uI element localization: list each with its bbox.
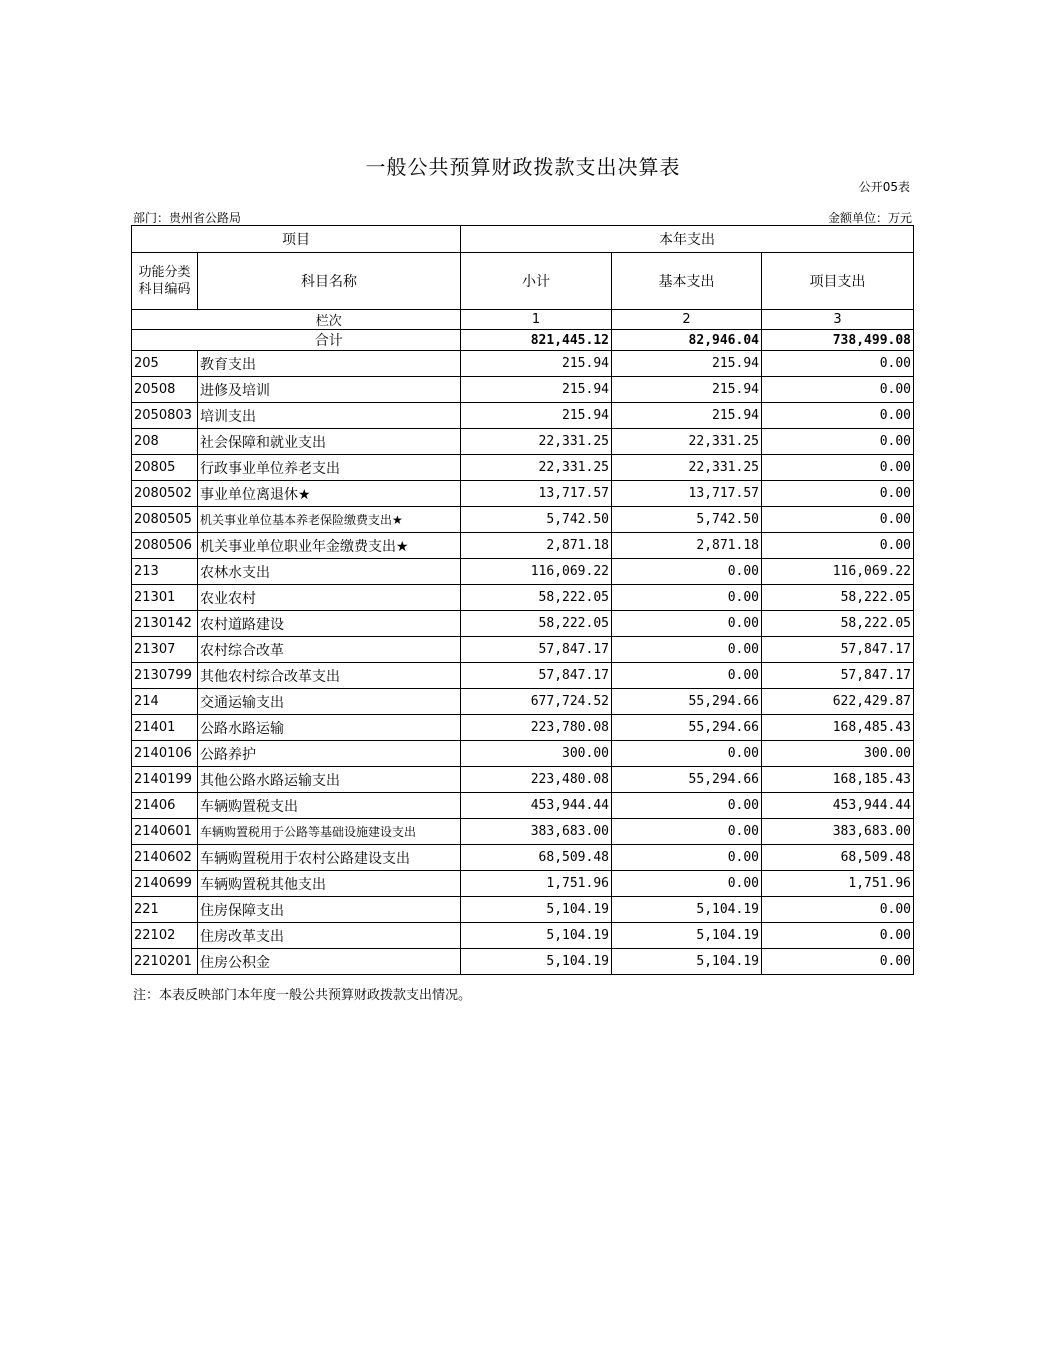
row-name: 其他公路水路运输支出 xyxy=(198,767,461,793)
table-row xyxy=(132,351,914,377)
row-basic: 0.00 xyxy=(612,793,762,819)
row-name: 车辆购置税用于公路等基础设施建设支出 xyxy=(198,819,461,845)
row-basic: 215.94 xyxy=(612,351,762,377)
row-basic: 0.00 xyxy=(612,585,762,611)
total-label: 合计 xyxy=(198,330,461,351)
table-row xyxy=(132,689,914,715)
row-basic: 5,104.19 xyxy=(612,923,762,949)
row-project: 0.00 xyxy=(762,507,914,533)
row-code: 2210201 xyxy=(132,949,198,975)
header-row-1 xyxy=(132,226,914,253)
page-title: 一般公共预算财政拨款支出决算表 xyxy=(365,155,681,179)
row-project: 1,751.96 xyxy=(762,871,914,897)
row-basic: 55,294.66 xyxy=(612,689,762,715)
row-subtotal: 1,751.96 xyxy=(461,871,612,897)
total-project: 738,499.08 xyxy=(762,330,914,351)
row-subtotal: 5,104.19 xyxy=(461,923,612,949)
row-basic: 22,331.25 xyxy=(612,455,762,481)
row-name: 车辆购置税其他支出 xyxy=(198,871,461,897)
row-basic: 55,294.66 xyxy=(612,767,762,793)
footnote: 注：本表反映部门本年度一般公共预算财政拨款支出情况。 xyxy=(133,988,472,1003)
row-project: 116,069.22 xyxy=(762,559,914,585)
table-row xyxy=(132,663,914,689)
row-code: 221 xyxy=(132,897,198,923)
row-basic: 0.00 xyxy=(612,819,762,845)
row-project: 0.00 xyxy=(762,533,914,559)
row-name: 公路养护 xyxy=(198,741,461,767)
row-code: 21406 xyxy=(132,793,198,819)
row-code: 2140199 xyxy=(132,767,198,793)
row-project: 58,222.05 xyxy=(762,585,914,611)
row-code: 21301 xyxy=(132,585,198,611)
row-code: 2140601 xyxy=(132,819,198,845)
row-basic: 215.94 xyxy=(612,377,762,403)
row-code: 208 xyxy=(132,429,198,455)
row-project: 168,485.43 xyxy=(762,715,914,741)
row-code: 2080502 xyxy=(132,481,198,507)
row-project: 0.00 xyxy=(762,897,914,923)
row-subtotal: 58,222.05 xyxy=(461,611,612,637)
row-name: 机关事业单位基本养老保险缴费支出★ xyxy=(198,507,461,533)
row-name: 农村综合改革 xyxy=(198,637,461,663)
row-name: 农业农村 xyxy=(198,585,461,611)
row-subtotal: 215.94 xyxy=(461,403,612,429)
expenditure-table xyxy=(131,225,914,975)
row-basic: 0.00 xyxy=(612,611,762,637)
row-basic: 0.00 xyxy=(612,871,762,897)
row-basic: 2,871.18 xyxy=(612,533,762,559)
row-name: 事业单位离退休★ xyxy=(198,481,461,507)
row-name: 交通运输支出 xyxy=(198,689,461,715)
row-code: 20508 xyxy=(132,377,198,403)
table-row xyxy=(132,741,914,767)
row-name: 公路水路运输 xyxy=(198,715,461,741)
row-project: 0.00 xyxy=(762,377,914,403)
row-subtotal: 2,871.18 xyxy=(461,533,612,559)
row-project: 383,683.00 xyxy=(762,819,914,845)
row-name: 其他农村综合改革支出 xyxy=(198,663,461,689)
row-basic: 5,104.19 xyxy=(612,897,762,923)
row-subtotal: 58,222.05 xyxy=(461,585,612,611)
row-code: 20805 xyxy=(132,455,198,481)
row-name: 教育支出 xyxy=(198,351,461,377)
table-row xyxy=(132,429,914,455)
item-header: 项目 xyxy=(132,226,461,253)
basic-column-header: 基本支出 xyxy=(612,253,762,310)
row-code: 205 xyxy=(132,351,198,377)
row-basic: 55,294.66 xyxy=(612,715,762,741)
row-project: 0.00 xyxy=(762,923,914,949)
column-number-1: 1 xyxy=(461,310,612,330)
row-basic: 0.00 xyxy=(612,663,762,689)
row-subtotal: 5,104.19 xyxy=(461,897,612,923)
row-name: 车辆购置税用于农村公路建设支出 xyxy=(198,845,461,871)
subtotal-column-header: 小计 xyxy=(461,253,612,310)
row-code: 213 xyxy=(132,559,198,585)
column-number-row xyxy=(132,310,914,330)
row-code: 21307 xyxy=(132,637,198,663)
row-basic: 0.00 xyxy=(612,741,762,767)
table-row xyxy=(132,845,914,871)
row-label: 栏次 xyxy=(198,310,461,330)
column-number-2: 2 xyxy=(612,310,762,330)
row-label-spacer xyxy=(132,310,198,330)
row-name: 培训支出 xyxy=(198,403,461,429)
table-row xyxy=(132,403,914,429)
row-subtotal: 223,480.08 xyxy=(461,767,612,793)
row-basic: 13,717.57 xyxy=(612,481,762,507)
row-subtotal: 453,944.44 xyxy=(461,793,612,819)
table-row xyxy=(132,923,914,949)
row-code: 2140699 xyxy=(132,871,198,897)
row-code: 2140602 xyxy=(132,845,198,871)
name-column-header: 科目名称 xyxy=(198,253,461,310)
row-subtotal: 5,104.19 xyxy=(461,949,612,975)
column-number-3: 3 xyxy=(762,310,914,330)
row-subtotal: 57,847.17 xyxy=(461,663,612,689)
table-row xyxy=(132,949,914,975)
row-code: 2050803 xyxy=(132,403,198,429)
department-label: 部门：贵州省公路局 xyxy=(133,211,242,225)
row-name: 住房保障支出 xyxy=(198,897,461,923)
table-row xyxy=(132,897,914,923)
table-row xyxy=(132,793,914,819)
code-header-line2: 科目编码 xyxy=(138,282,191,297)
row-code: 21401 xyxy=(132,715,198,741)
row-subtotal: 677,724.52 xyxy=(461,689,612,715)
table-row xyxy=(132,533,914,559)
row-basic: 0.00 xyxy=(612,845,762,871)
table-row xyxy=(132,559,914,585)
unit-label: 金额单位：万元 xyxy=(827,211,912,225)
row-name: 住房改革支出 xyxy=(198,923,461,949)
table-number: 公开05表 xyxy=(858,180,910,194)
row-subtotal: 223,780.08 xyxy=(461,715,612,741)
row-code: 22102 xyxy=(132,923,198,949)
row-subtotal: 5,742.50 xyxy=(461,507,612,533)
row-name: 农村道路建设 xyxy=(198,611,461,637)
row-code: 2080506 xyxy=(132,533,198,559)
row-project: 57,847.17 xyxy=(762,663,914,689)
row-project: 0.00 xyxy=(762,429,914,455)
row-subtotal: 68,509.48 xyxy=(461,845,612,871)
row-code: 2080505 xyxy=(132,507,198,533)
row-subtotal: 215.94 xyxy=(461,351,612,377)
row-name: 住房公积金 xyxy=(198,949,461,975)
project-column-header: 项目支出 xyxy=(762,253,914,310)
table-row xyxy=(132,767,914,793)
header-row-2 xyxy=(132,253,914,310)
code-header-line1: 功能分类 xyxy=(138,265,191,280)
table-row xyxy=(132,871,914,897)
row-project: 168,185.43 xyxy=(762,767,914,793)
row-name: 行政事业单位养老支出 xyxy=(198,455,461,481)
total-subtotal: 821,445.12 xyxy=(461,330,612,351)
table-row xyxy=(132,481,914,507)
table-row xyxy=(132,585,914,611)
table-row xyxy=(132,715,914,741)
row-subtotal: 57,847.17 xyxy=(461,637,612,663)
row-basic: 5,742.50 xyxy=(612,507,762,533)
row-subtotal: 22,331.25 xyxy=(461,455,612,481)
row-name: 社会保障和就业支出 xyxy=(198,429,461,455)
row-project: 453,944.44 xyxy=(762,793,914,819)
table-row xyxy=(132,611,914,637)
row-project: 0.00 xyxy=(762,403,914,429)
row-name: 机关事业单位职业年金缴费支出★ xyxy=(198,533,461,559)
total-basic: 82,946.04 xyxy=(612,330,762,351)
row-subtotal: 300.00 xyxy=(461,741,612,767)
row-code: 2130799 xyxy=(132,663,198,689)
row-subtotal: 13,717.57 xyxy=(461,481,612,507)
row-name: 农林水支出 xyxy=(198,559,461,585)
row-basic: 5,104.19 xyxy=(612,949,762,975)
row-basic: 0.00 xyxy=(612,559,762,585)
table-row xyxy=(132,507,914,533)
row-basic: 215.94 xyxy=(612,403,762,429)
row-subtotal: 383,683.00 xyxy=(461,819,612,845)
row-code: 2130142 xyxy=(132,611,198,637)
row-project: 0.00 xyxy=(762,949,914,975)
row-project: 58,222.05 xyxy=(762,611,914,637)
current-year-header: 本年支出 xyxy=(461,226,914,253)
row-project: 68,509.48 xyxy=(762,845,914,871)
row-project: 57,847.17 xyxy=(762,637,914,663)
row-basic: 22,331.25 xyxy=(612,429,762,455)
row-project: 300.00 xyxy=(762,741,914,767)
row-subtotal: 116,069.22 xyxy=(461,559,612,585)
row-name: 车辆购置税支出 xyxy=(198,793,461,819)
row-project: 622,429.87 xyxy=(762,689,914,715)
total-row xyxy=(132,330,914,351)
row-project: 0.00 xyxy=(762,481,914,507)
row-code: 214 xyxy=(132,689,198,715)
row-subtotal: 215.94 xyxy=(461,377,612,403)
code-column-header xyxy=(132,253,198,310)
row-code: 2140106 xyxy=(132,741,198,767)
total-spacer xyxy=(132,330,198,351)
table-row xyxy=(132,637,914,663)
row-project: 0.00 xyxy=(762,455,914,481)
row-subtotal: 22,331.25 xyxy=(461,429,612,455)
table-row xyxy=(132,455,914,481)
table-row xyxy=(132,377,914,403)
table-row xyxy=(132,819,914,845)
row-project: 0.00 xyxy=(762,351,914,377)
row-name: 进修及培训 xyxy=(198,377,461,403)
row-basic: 0.00 xyxy=(612,637,762,663)
